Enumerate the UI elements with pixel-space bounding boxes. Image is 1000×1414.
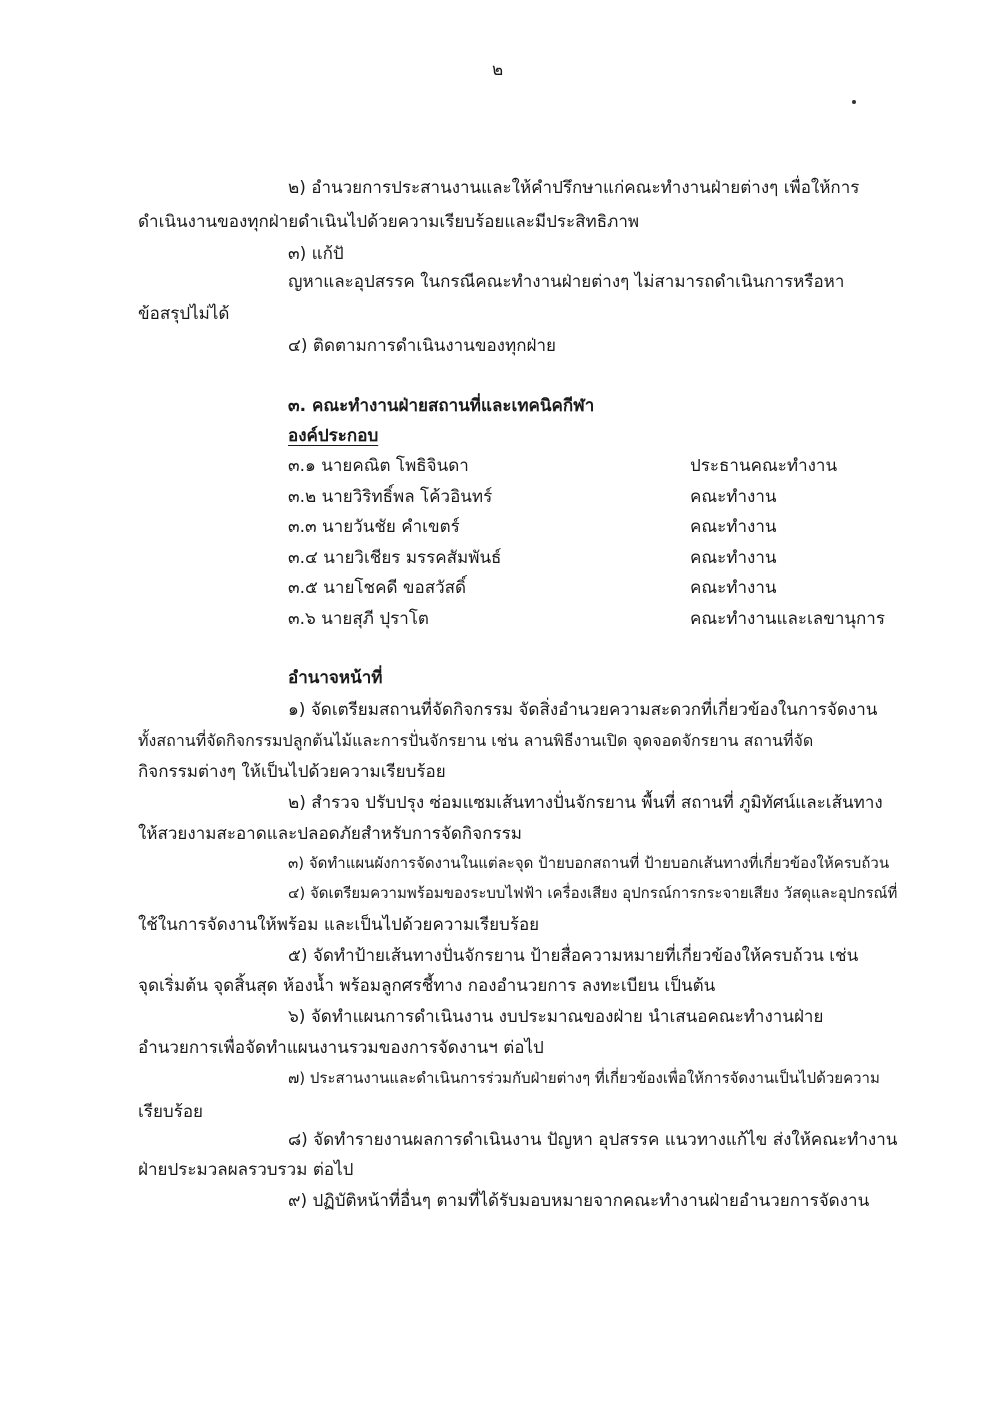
item4: ๔) ติดตามการดำเนินงานของทุกฝ่าย — [288, 336, 556, 356]
duty6-line1: ๖) จัดทำแผนการดำเนินงาน งบประมาณของฝ่าย นำเสนอคณะทำงานฝ่าย — [288, 1007, 824, 1027]
duty4-line2: ใช้ในการจัดงานให้พร้อม และเป็นไปด้วยความเรียบร้อย — [138, 915, 540, 935]
member-role: คณะทำงานและเลขานุการ — [690, 609, 885, 629]
member-name: ๓.๔ นายวิเชียร มรรคสัมพันธ์ — [288, 548, 502, 568]
duty4-line1: ๔) จัดเตรียมความพร้อมของระบบไฟฟ้า เครื่องเสียง อุปกรณ์การกระจายเสียง วัสดุและอุปกรณ์ที่ — [288, 884, 898, 902]
duty1-line1: ๑) จัดเตรียมสถานที่จัดกิจกรรม จัดสิ่งอำนวยความสะดวกที่เกี่ยวข้องในการจัดงาน — [288, 700, 878, 720]
member-name: ๓.๕ นายโชคดี ขอสวัสดิ์ — [288, 578, 467, 598]
duty2-line1: ๒) สำรวจ ปรับปรุง ซ่อมแซมเส้นทางปั่นจักรยาน พื้นที่ สถานที่ ภูมิทัศน์และเส้นทาง — [288, 793, 883, 813]
scan-speck — [852, 100, 856, 104]
page-number: ๒ — [492, 60, 504, 80]
member-name: ๓.๓ นายวันชัย คำเขตร์ — [288, 517, 460, 537]
member-role: คณะทำงาน — [690, 487, 777, 507]
duty8-line2: ฝ่ายประมวลผลรวบรวม ต่อไป — [138, 1160, 354, 1180]
section3-heading: ๓. คณะทำงานฝ่ายสถานที่และเทคนิคกีฬา — [288, 396, 595, 416]
member-role: ประธานคณะทำงาน — [690, 456, 838, 476]
member-name: ๓.๒ นายวิริทธิ์พล โค้วอินทร์ — [288, 487, 493, 507]
item2-line2: ดำเนินงานของทุกฝ่ายดำเนินไปด้วยความเรียบร้อยและมีประสิทธิภาพ — [138, 212, 640, 232]
composition-heading: องค์ประกอบ — [288, 426, 379, 446]
member-role: คณะทำงาน — [690, 548, 777, 568]
item3-line3: ข้อสรุปไม่ได้ — [138, 304, 230, 324]
duty3-line1: ๓) จัดทำแผนผังการจัดงานในแต่ละจุด ป้ายบอกสถานที่ ป้ายบอกเส้นทางที่เกี่ยวข้องให้ครบถ้วน — [288, 854, 890, 872]
duty7-line2: เรียบร้อย — [138, 1102, 203, 1122]
member-name: ๓.๑ นายคณิต โพธิจินดา — [288, 456, 469, 476]
duty7-line1: ๗) ประสานงานและดำเนินการร่วมกับฝ่ายต่างๆ ที่เกี่ยวข้องเพื่อให้การจัดงานเป็นไปด้วยความ — [288, 1069, 880, 1087]
member-role: คณะทำงาน — [690, 578, 777, 598]
item3-line1: ๓) แก้ปั — [288, 244, 344, 264]
member-role: คณะทำงาน — [690, 517, 777, 537]
member-name: ๓.๖ นายสุภี ปุราโต — [288, 609, 429, 629]
duty1-line2: ทั้งสถานที่จัดกิจกรรมปลูกต้นไม้และการปั่นจักรยาน เช่น ลานพิธีงานเปิด จุดจอดจักรยาน สถานที่จัด — [138, 731, 814, 750]
item3-line2: ญหาและอุปสรรค ในกรณีคณะทำงานฝ่ายต่างๆ ไม่สามารถดำเนินการหรือหา — [288, 272, 845, 292]
duty6-line2: อำนวยการเพื่อจัดทำแผนงานรวมของการจัดงานฯ ต่อไป — [138, 1038, 544, 1058]
duty5-line1: ๕) จัดทำป้ายเส้นทางปั่นจักรยาน ป้ายสื่อความหมายที่เกี่ยวข้องให้ครบถ้วน เช่น — [288, 946, 859, 966]
duty1-line3: กิจกรรมต่างๆ ให้เป็นไปด้วยความเรียบร้อย — [138, 762, 446, 782]
duty5-line2: จุดเริ่มต้น จุดสิ้นสุด ห้องน้ำ พร้อมลูกศรชี้ทาง กองอำนวยการ ลงทะเบียน เป็นต้น — [138, 976, 716, 996]
duty2-line2: ให้สวยงามสะอาดและปลอดภัยสำหรับการจัดกิจกรรม — [138, 824, 522, 844]
item2-line1: ๒) อำนวยการประสานงานและให้คำปรึกษาแก่คณะทำงานฝ่ายต่างๆ เพื่อให้การ — [288, 178, 860, 198]
duties-heading: อำนาจหน้าที่ — [288, 668, 383, 688]
duty9-line1: ๙) ปฏิบัติหน้าที่อื่นๆ ตามที่ได้รับมอบหมายจากคณะทำงานฝ่ายอำนวยการจัดงาน — [288, 1191, 870, 1211]
duty8-line1: ๘) จัดทำรายงานผลการดำเนินงาน ปัญหา อุปสรรค แนวทางแก้ไข ส่งให้คณะทำงาน — [288, 1130, 898, 1150]
